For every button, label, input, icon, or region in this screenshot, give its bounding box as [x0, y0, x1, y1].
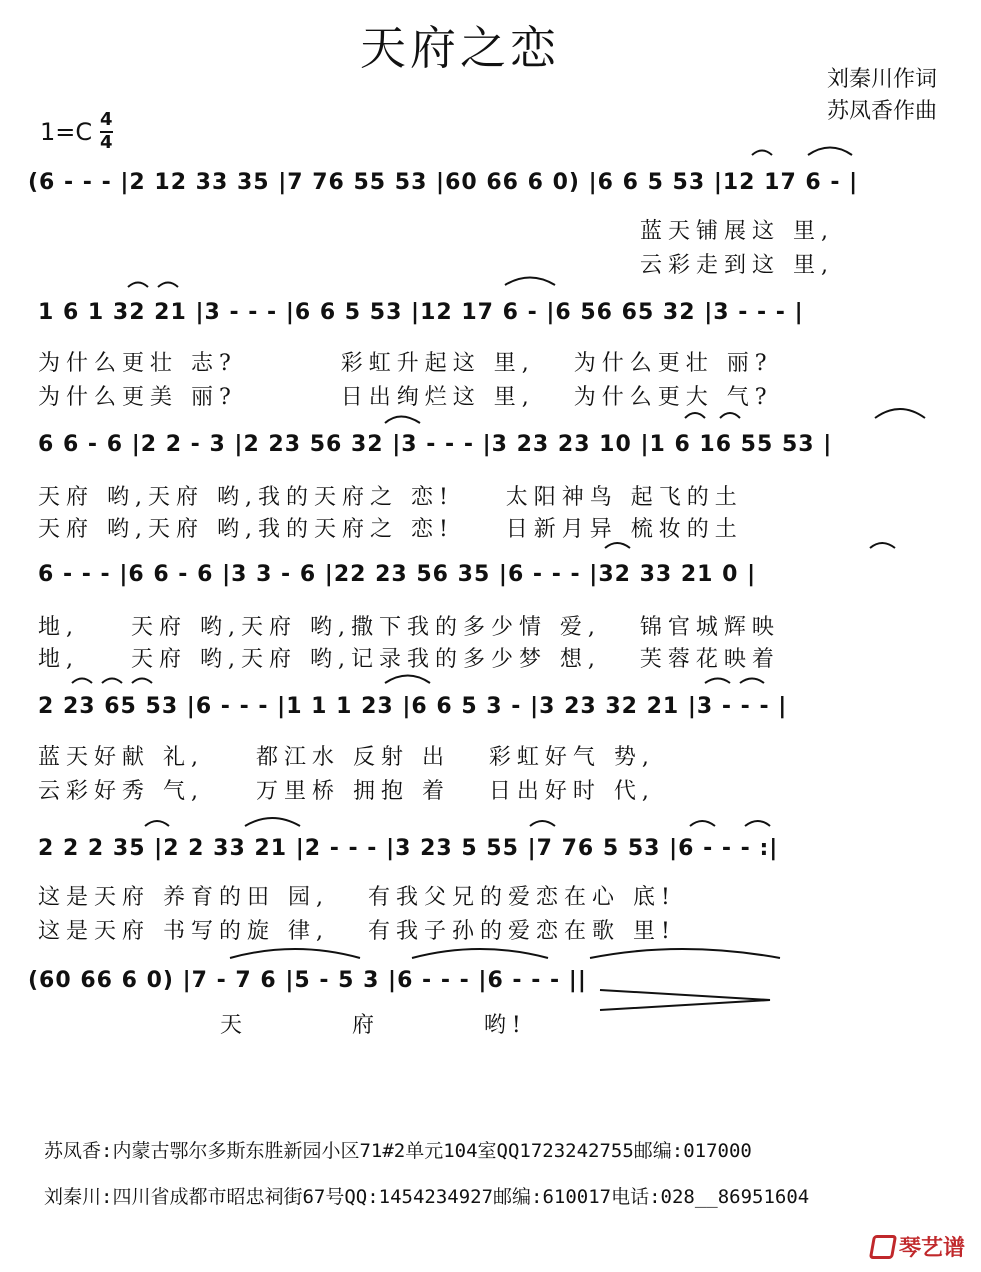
key-signature: 1=C	[40, 118, 93, 146]
system-2-notes: 1 6 1 32 21 |3 - - - |6 6 5 53 |12 17 6 - |6 56 65 32 |3 - - - |	[38, 300, 804, 325]
system-4-notes: 6 - - - |6 6 - 6 |3 3 - 6 |22 23 56 35 |6 - - - |32 33 21 0 |	[38, 562, 757, 587]
system-1-notes: (6 - - - |2 12 33 35 |7 76 55 53 |60 66 6 0) |6 6 5 53 |12 17 6 - |	[28, 170, 859, 195]
system-7-lyric-1: 天 府 哟!	[220, 1013, 527, 1038]
slur-mark	[385, 676, 430, 684]
system-6-notes: 2 2 2 35 |2 2 33 21 |2 - - - |3 23 5 55 |7 76 5 53 |6 - - - :|	[38, 836, 779, 861]
slur-mark	[132, 679, 152, 684]
slur-mark	[752, 151, 772, 156]
system-5-lyric-1: 蓝天好献 礼, 都江水 反射 出 彩虹好气 势,	[38, 745, 655, 770]
slur-mark	[875, 409, 925, 418]
system-2-lyric-1: 为什么更壮 志? 彩虹升起这 里, 为什么更壮 丽?	[38, 351, 773, 376]
time-signature-bottom: 4	[100, 132, 113, 153]
slur-mark	[705, 679, 730, 684]
watermark-text: 琴艺谱	[898, 1236, 965, 1261]
system-2-lyric-2: 为什么更美 丽? 日出绚烂这 里, 为什么更大 气?	[38, 385, 773, 410]
system-3-notes: 6 6 - 6 |2 2 - 3 |2 23 56 32 |3 - - - |3 23 23 10 |1 6 16 55 53 |	[38, 432, 833, 457]
site-watermark	[871, 1231, 965, 1262]
slur-mark	[808, 148, 852, 156]
system-4-lyric-2: 地, 天府 哟,天府 哟,记录我的多少梦 想, 芙蓉花映着	[38, 647, 780, 672]
system-1-lyric-2: 云彩走到这 里,	[640, 253, 834, 278]
decrescendo-mark	[600, 990, 770, 1010]
system-5-notes: 2 23 65 53 |6 - - - |1 1 1 23 |6 6 5 3 - |3 23 32 21 |3 - - - |	[38, 694, 788, 719]
system-3-lyric-1: 天府 哟,天府 哟,我的天府之 恋! 太阳神鸟 起飞的土	[38, 485, 743, 510]
slur-mark	[230, 949, 360, 958]
system-5-lyric-2: 云彩好秀 气, 万里桥 拥抱 着 日出好时 代,	[38, 779, 655, 804]
system-7-notes: (60 66 6 0) |7 - 7 6 |5 - 5 3 |6 - - - |6 - - - ||	[28, 968, 587, 993]
slur-mark	[158, 283, 178, 288]
slur-mark	[740, 679, 764, 684]
song-title: 天府之恋	[360, 21, 560, 75]
time-signature-top: 4	[100, 109, 113, 130]
slur-mark	[685, 413, 705, 418]
system-1-lyric-1: 蓝天铺展这 里,	[640, 219, 834, 244]
slur-mark	[530, 821, 555, 826]
slur-mark	[690, 821, 715, 826]
slur-mark	[870, 543, 895, 548]
system-6-lyric-1: 这是天府 养育的田 园, 有我父兄的爱恋在心 底!	[38, 885, 676, 910]
lyricist-credit: 刘秦川作词	[826, 67, 937, 92]
slur-mark	[605, 543, 630, 548]
slur-mark	[505, 278, 555, 286]
slur-mark	[385, 417, 420, 424]
slur-mark	[745, 821, 770, 826]
slur-mark	[128, 283, 148, 288]
slur-mark	[245, 818, 300, 826]
composer-credit: 苏凤香作曲	[826, 99, 937, 124]
slur-mark	[145, 821, 169, 826]
slur-mark	[102, 679, 122, 684]
system-6-lyric-2: 这是天府 书写的旋 律, 有我子孙的爱恋在歌 里!	[38, 919, 676, 944]
system-4-lyric-1: 地, 天府 哟,天府 哟,撒下我的多少情 爱, 锦官城辉映	[38, 615, 780, 640]
system-3-lyric-2: 天府 哟,天府 哟,我的天府之 恋! 日新月异 梳妆的土	[38, 517, 743, 542]
slur-mark	[72, 679, 92, 684]
watermark-logo-icon	[869, 1235, 897, 1259]
slur-mark	[720, 413, 740, 418]
slur-mark	[590, 949, 780, 958]
contact-lyricist: 刘秦川:四川省成都市昭忠祠街67号QQ:1454234927邮编:610017电话:028__86951604	[44, 1186, 810, 1208]
slur-mark	[412, 949, 548, 958]
contact-composer: 苏凤香:内蒙古鄂尔多斯东胜新园小区71#2单元104室QQ1723242755邮编:017000	[44, 1140, 752, 1162]
